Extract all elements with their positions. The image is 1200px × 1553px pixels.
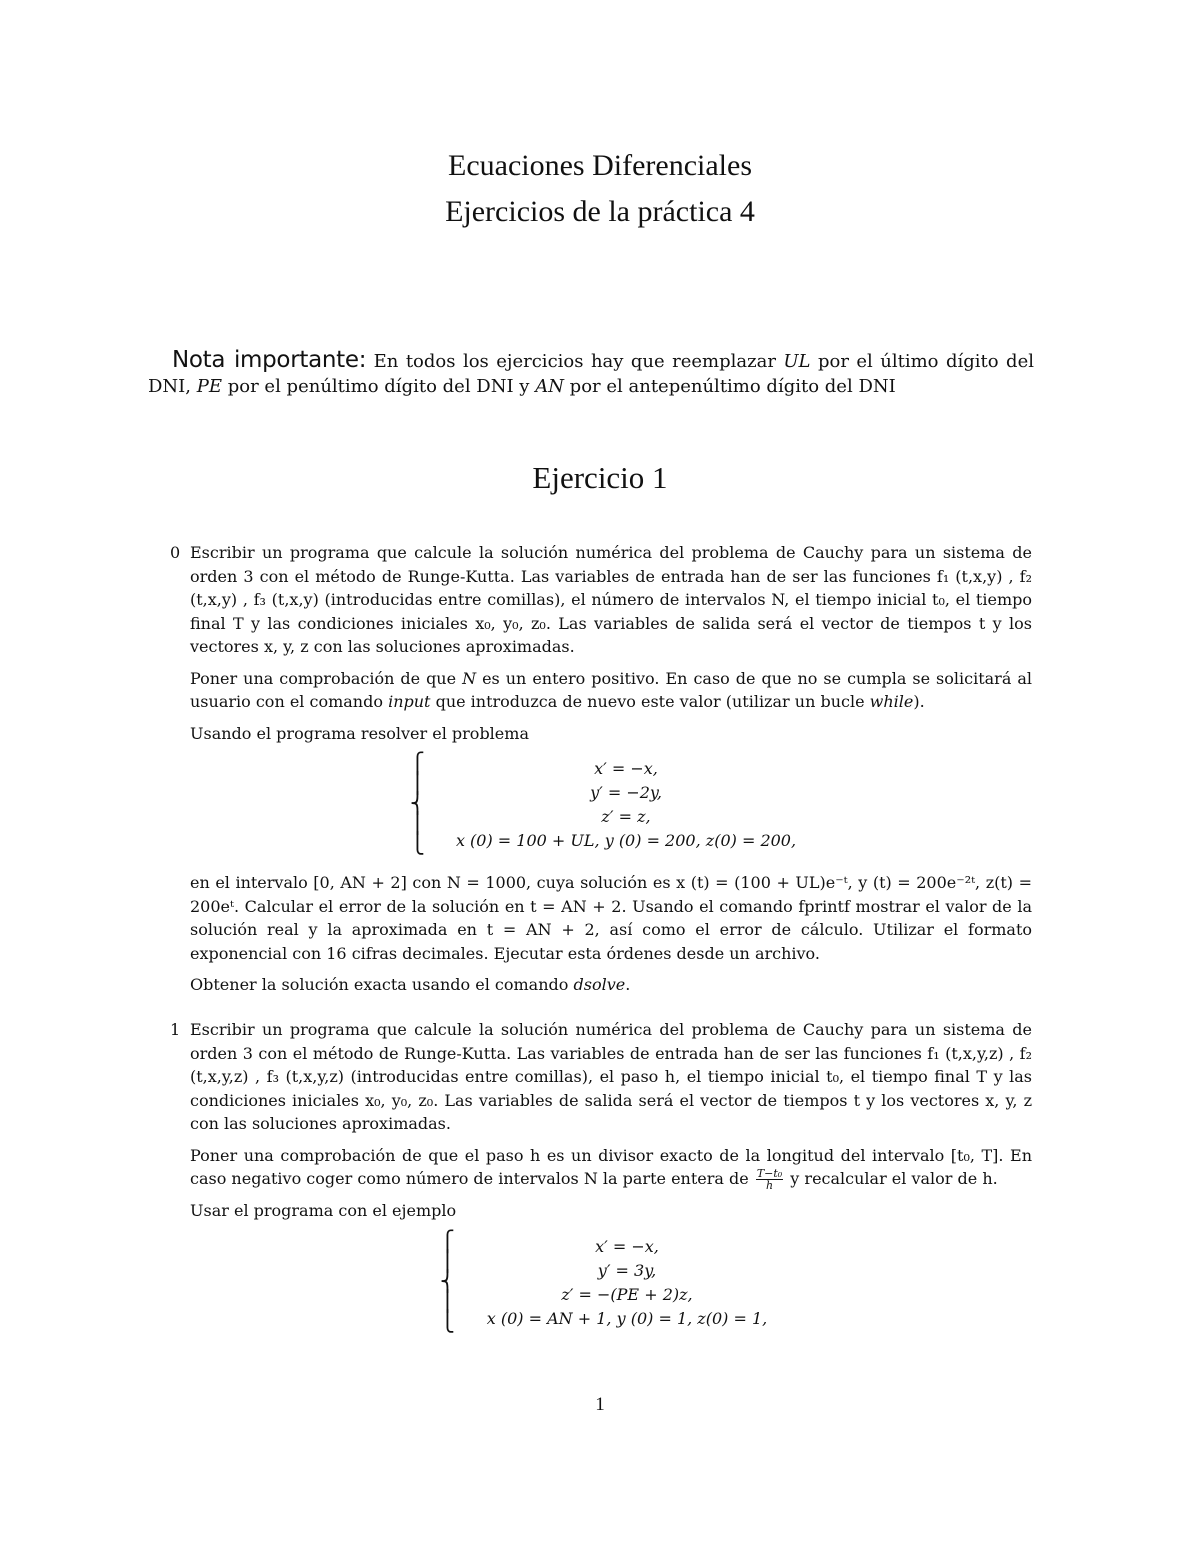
document-subtitle: Ejercicios de la práctica 4 (445, 195, 755, 228)
text: Poner una comprobación de que el paso h es un divisor exacto de la longitud del intervalo [t₀, T]. En caso negativo coger como número de intervalos N la parte entera de (190, 1145, 1032, 1188)
fraction-numerator: T−t₀ (756, 1167, 783, 1180)
exercise-0-check (190, 667, 1032, 714)
equation-system (190, 1228, 1032, 1333)
page-number: 1 (595, 1394, 605, 1415)
equation-line: x (0) = 100 + UL, y (0) = 200, z(0) = 200, (455, 831, 797, 850)
equation-line: x (0) = AN + 1, y (0) = 1, z(0) = 1, (486, 1308, 768, 1328)
exercise-0-statement: Escribir un programa que calcule la solución numérica del problema de Cauchy para un sistema de orden 3 con el método de Runge-Kutta. Las variables de entrada han de ser las funciones f₁ (t,x,y) , f₂ (t,x,y) , f₃ (t,x,y) (introducidas entre comillas), el número de intervalos N, el tiempo inicial t₀, el tiempo final T y las condiciones iniciales x₀, y₀, z₀. Las variables de salida será el vector de tiempos t y los vectores x, y, z con las soluciones aproximadas. (190, 543, 1032, 656)
important-note (148, 348, 1034, 399)
text: Poner una comprobación de que (190, 668, 463, 688)
left-brace: ⎧ ⎪ ⎨ ⎪ ⎩ (410, 751, 425, 855)
section-title: Ejercicio 1 (532, 460, 668, 495)
exercise-1-intro: Usar el programa con el ejemplo (190, 1201, 457, 1220)
fraction (756, 1168, 783, 1191)
text: que introduzca de nuevo este valor (utilizar un bucle (430, 692, 870, 711)
equation-line: x′ = −x, (595, 1236, 659, 1256)
exercise-number: 0 (170, 543, 181, 562)
exercise-0 (170, 541, 1032, 1005)
note-text-3: por el penúltimo dígito del DNI y (222, 376, 536, 397)
equation-line: y′ = −2y, (590, 783, 662, 802)
command-dsolve: dsolve (573, 975, 626, 994)
note-lead: Nota importante: (172, 347, 367, 373)
note-an: AN (535, 376, 564, 397)
equation-line: z′ = z, (601, 807, 651, 826)
exercise-number: 1 (170, 1020, 181, 1039)
text: es un entero positivo. En caso de que no se cumpla se solicitará al usuario con el comando (190, 668, 1033, 711)
note-pe: PE (196, 376, 223, 397)
equation-system (190, 751, 1032, 855)
exercise-0-dsolve (190, 973, 1032, 997)
equation-line: y′ = 3y, (597, 1260, 657, 1280)
document-title: Ecuaciones Diferenciales (448, 149, 752, 182)
note-ul: UL (783, 351, 811, 372)
command-while: while (869, 692, 914, 711)
note-text-1: En todos los ejercicios hay que reemplazar (366, 351, 784, 372)
note-text-2: por el último dígito del DNI, (148, 351, 1034, 397)
text: ). (913, 692, 925, 711)
equation-line: z′ = −(PE + 2)z, (561, 1284, 693, 1304)
exercise-1 (170, 1018, 1032, 1349)
exercise-0-intro: Usando el programa resolver el problema (190, 723, 529, 743)
command-input: input (388, 692, 431, 711)
exercise-1-statement: Escribir un programa que calcule la solución numérica del problema de Cauchy para un sistema de orden 3 con el método de Runge-Kutta. Las variables de entrada han de ser las funciones f₁ (t,x,y,z) , f₂ (t,x,y,z) , f₃ (t,x,y,z) (introducidas entre comillas), el paso h, el tiempo inicial t₀, el tiempo final T y las condiciones iniciales x₀, y₀, z₀. Las variables de salida será el vector de tiempos t y los vectores x, y, z con las soluciones aproximadas. (190, 1020, 1032, 1133)
equation-line: x′ = −x, (594, 759, 658, 778)
var-n: N (462, 668, 477, 688)
note-text-4: por el antepenúltimo dígito del DNI (563, 376, 896, 397)
fraction-denominator: h (765, 1179, 774, 1192)
text: Obtener la solución exacta usando el comando (190, 975, 574, 994)
left-brace: ⎧ ⎪ ⎨ ⎪ ⎩ (440, 1228, 455, 1333)
text: . (625, 975, 631, 994)
text: y recalcular el valor de h. (785, 1169, 998, 1188)
exercise-0-interval: en el intervalo [0, AN + 2] con N = 1000, cuya solución es x (t) = (100 + UL)e⁻ᵗ, y (t) = 200e⁻²ᵗ, z(t) = 200eᵗ. Calcular el error de la solución en t = AN + 2. Usando el comando fprintf mostrar el valor de la solución real y la aproximada en t = AN + 2, así como el error de cálculo. Utilizar el formato exponencial con 16 cifras decimales. Ejecutar esta órdenes desde un archivo. (190, 873, 1032, 963)
exercise-1-check (190, 1144, 1032, 1192)
